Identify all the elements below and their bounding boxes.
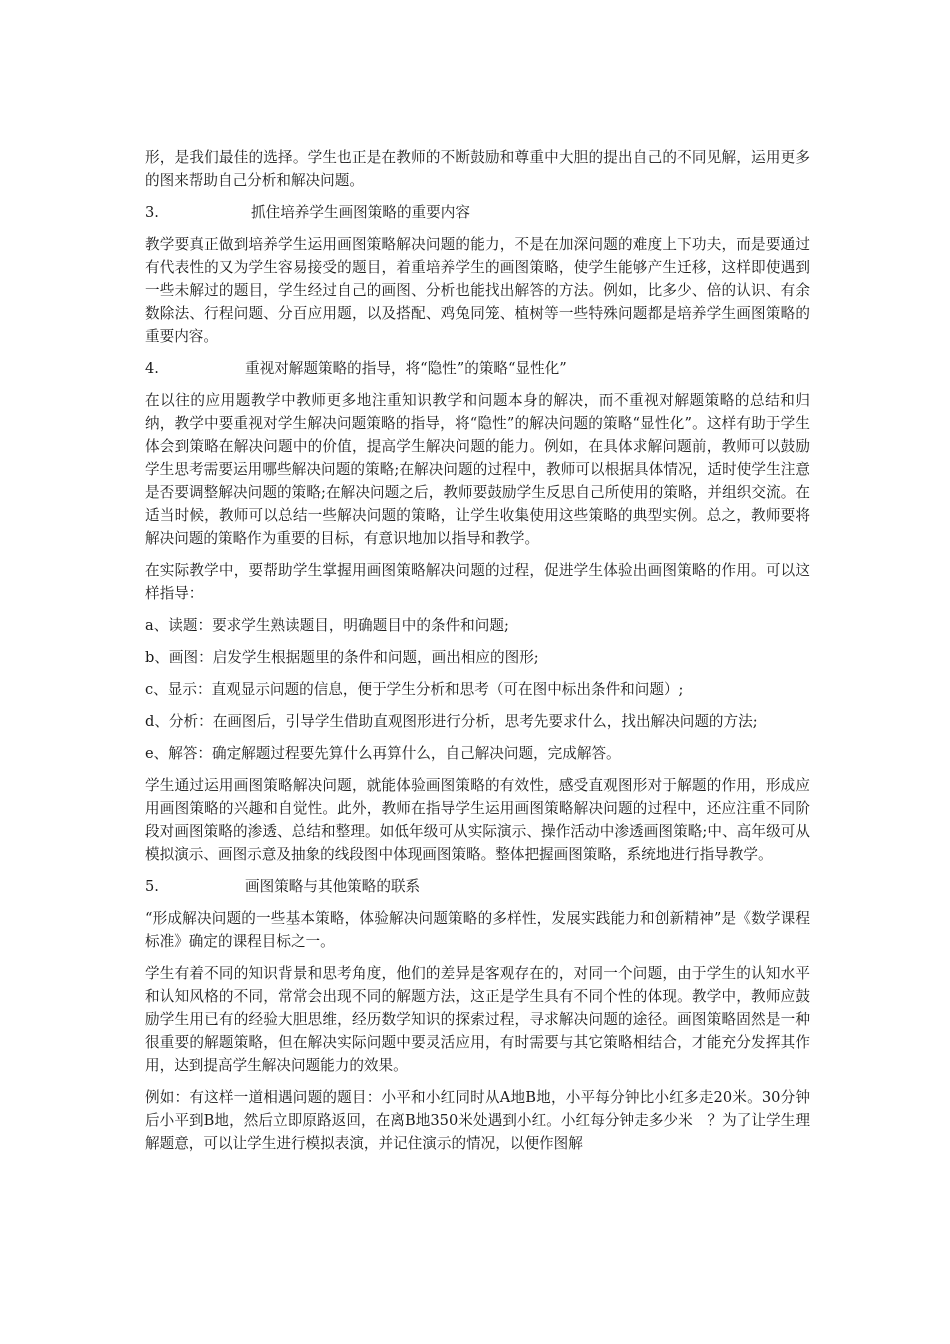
paragraph-practice-intro: 在实际教学中，要帮助学生掌握用画图策略解决问题的过程，促进学生体验出画图策略的作用。可以这样指导：	[145, 562, 810, 602]
paragraph-intro: 形，是我们最佳的选择。学生也正是在教师的不断鼓励和尊重中大胆的提出自己的不同见解，运用更多的图来帮助自己分析和解决问题。	[145, 149, 810, 189]
list-item-step-d: d、分析：在画图后，引导学生借助直观图形进行分析，思考先要求什么，找出解决问题的方法;	[145, 713, 758, 730]
paragraph-curriculum-goal: “形成解决问题的一些基本策略，体验解决问题策略的多样性，发展实践能力和创新精神”是《数学课程标准》确定的课程目标之一。	[145, 910, 810, 950]
list-item-step-a: a、读题：要求学生熟读题目，明确题目中的条件和问题;	[145, 617, 509, 634]
section-title: 画图策略与其他策略的联系	[245, 878, 421, 895]
section-number: 5.	[145, 878, 159, 895]
list-item-step-c: c、显示：直观显示问题的信息，便于学生分析和思考（可在图中标出条件和问题）;	[145, 681, 684, 698]
section-number: 4.	[145, 360, 159, 377]
paragraph-example: 例如：有这样一道相遇问题的题目：小平和小红同时从A地B地，小平每分钟比小红多走20米。30分钟后小平到B地，然后立即原路返回，在离B地350米处遇到小红。小红每分钟走多少米 ？为了让学生理解题意，可以让学生进行模拟表演，并记住演示的情况，以便作图解	[145, 1089, 810, 1152]
section-number: 3.	[145, 204, 159, 221]
section-heading-3	[145, 201, 810, 224]
paragraph-differences: 学生有着不同的知识背景和思考角度，他们的差异是客观存在的，对同一个问题，由于学生的认知水平和认知风格的不同，常常会出现不同的解题方法，这正是学生具有不同个性的体现。教学中，教师应鼓励学生用已有的经验大胆思维，经历数学知识的探索过程，寻求解决问题的途径。画图策略固然是一种很重要的解题策略，但在解决实际问题中要灵活应用，有时需要与其它策略相结合，才能充分发挥其作用，达到提高学生解决问题能力的效果。	[145, 965, 810, 1074]
section-title: 抓住培养学生画图策略的重要内容	[251, 204, 470, 221]
section-title: 重视对解题策略的指导，将“隐性”的策略“显性化”	[245, 360, 567, 377]
section-heading-4	[145, 357, 810, 380]
document-page	[145, 146, 810, 1164]
paragraph-experience: 学生通过运用画图策略解决问题，就能体验画图策略的有效性，感受直观图形对于解题的作用，形成应用画图策略的兴趣和自觉性。此外，教师在指导学生运用画图策略解决问题的过程中，还应注重不同阶段对画图策略的渗透、总结和整理。如低年级可从实际演示、操作活动中渗透画图策略;中、高年级可从模拟演示、画图示意及抽象的线段图中体现画图策略。整体把握画图策略，系统地进行指导教学。	[145, 777, 810, 863]
paragraph-content-focus: 教学要真正做到培养学生运用画图策略解决问题的能力，不是在加深问题的难度上下功夫，而是要通过有代表性的又为学生容易接受的题目，着重培养学生的画图策略，使学生能够产生迁移，这样即使遇到一些未解过的题目，学生经过自己的画图、分析也能找出解答的方法。例如，比多少、倍的认识、有余数除法、行程问题、分百应用题，以及搭配、鸡兔同笼、植树等一些特殊问题都是培养学生画图策略的重要内容。	[145, 236, 810, 345]
paragraph-strategy-guidance: 在以往的应用题教学中教师更多地注重知识教学和问题本身的解决，而不重视对解题策略的总结和归纳，教学中要重视对学生解决问题策略的指导，将“隐性”的解决问题的策略“显性化”。这样有助于学生体会到策略在解决问题中的价值，提高学生解决问题的能力。例如，在具体求解问题前，教师可以鼓励学生思考需要运用哪些解决问题的策略;在解决问题的过程中，教师可以根据具体情况，适时使学生注意是否要调整解决问题的策略;在解决问题之后，教师要鼓励学生反思自己所使用的策略，并组织交流。在适当时候，教师可以总结一些解决问题的策略，让学生收集使用这些策略的典型实例。总之，教师要将解决问题的策略作为重要的目标，有意识地加以指导和教学。	[145, 392, 810, 547]
list-item-step-b: b、画图：启发学生根据题里的条件和问题，画出相应的图形;	[145, 649, 539, 666]
list-item-step-e: e、解答：确定解题过程要先算什么再算什么，自己解决问题，完成解答。	[145, 745, 621, 762]
section-heading-5	[145, 875, 810, 898]
